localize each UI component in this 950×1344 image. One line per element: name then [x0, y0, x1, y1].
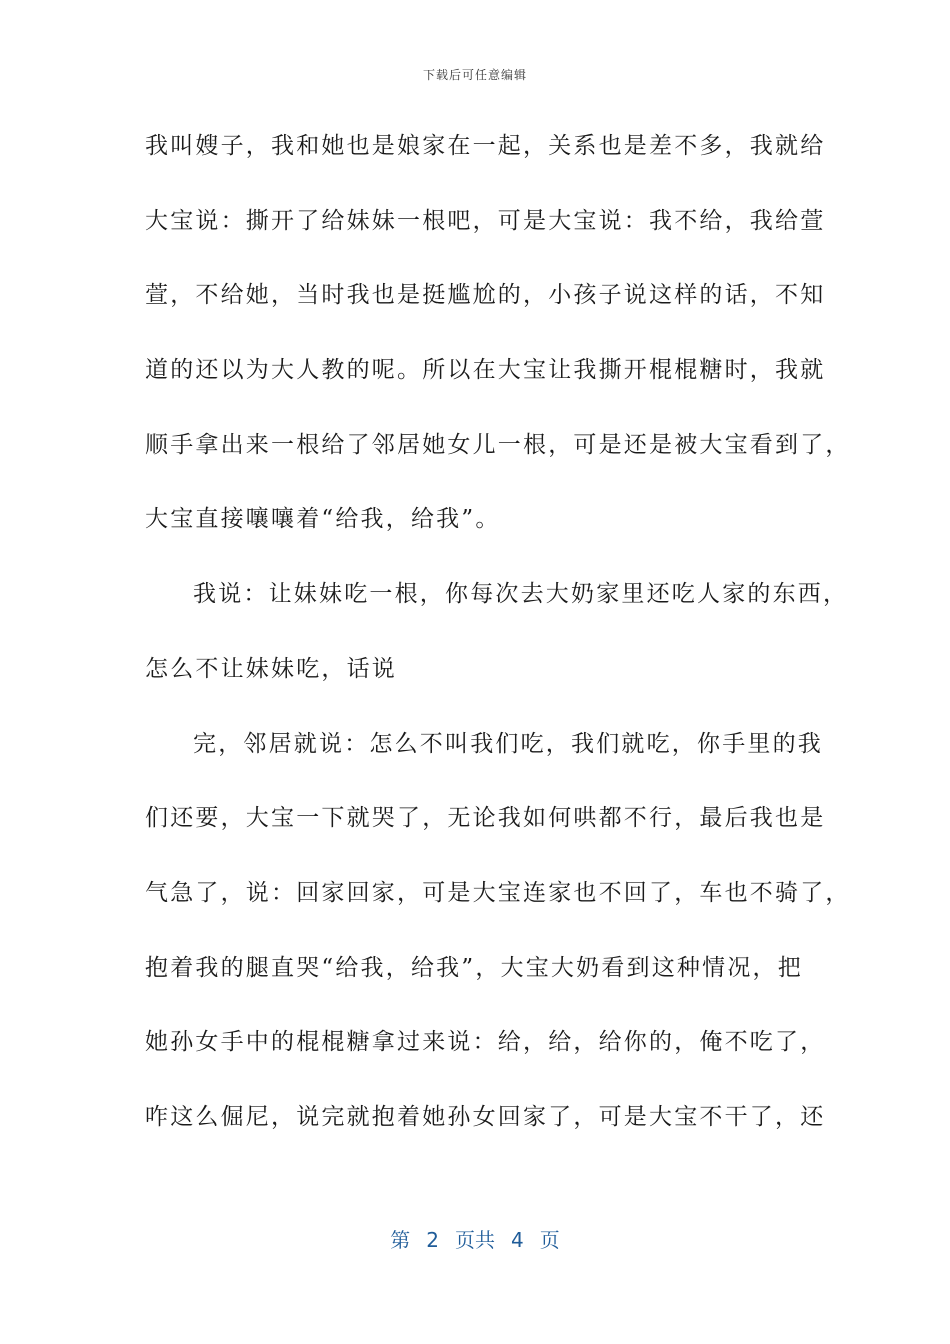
document-body — [145, 121, 851, 1167]
text-line: 咋这么倔尼，说完就抱着她孙女回家了，可是大宝不干了，还 — [145, 1103, 826, 1130]
text-line: 她孙女手中的棍棍糖拿过来说：给，给，给你的，俺不吃了， — [145, 1029, 826, 1056]
text-line-indented: 我说：让妹妹吃一根，你每次去大奶家里还吃人家的东西， — [193, 581, 849, 608]
text-line: 道的还以为大人教的呢。所以在大宝让我撕开棍棍糖时，我就 — [145, 357, 826, 384]
text-line: 大宝直接嚷嚷着“给我，给我”。 — [145, 506, 501, 533]
page-mid: 页共 — [455, 1228, 495, 1252]
text-line-indented: 完，邻居就说：怎么不叫我们吃，我们就吃，你手里的我 — [193, 730, 823, 757]
page-total: 4 — [511, 1228, 524, 1252]
text-line: 大宝说：撕开了给妹妹一根吧，可是大宝说：我不给，我给萱 — [145, 207, 826, 234]
text-line: 们还要，大宝一下就哭了，无论我如何哄都不行，最后我也是 — [145, 805, 826, 832]
text-line: 抱着我的腿直哭“给我，给我”，大宝大奶看到这种情况，把 — [145, 954, 803, 981]
page-prefix: 第 — [390, 1228, 411, 1252]
page-number-footer — [0, 1224, 950, 1253]
page-suffix: 页 — [539, 1228, 560, 1252]
text-line: 顺手拿出来一根给了邻居她女儿一根，可是还是被大宝看到了， — [145, 431, 851, 458]
text-line: 萱，不给她，当时我也是挺尴尬的，小孩子说这样的话，不知 — [145, 282, 826, 309]
page-current: 2 — [426, 1228, 439, 1252]
text-line: 气急了，说：回家回家，可是大宝连家也不回了，车也不骑了， — [145, 879, 851, 906]
page-header-note: 下载后可任意编辑 — [422, 68, 527, 82]
text-line: 我叫嫂子，我和她也是娘家在一起，关系也是差不多，我就给 — [145, 133, 826, 159]
text-line: 怎么不让妹妹吃，话说 — [145, 655, 397, 682]
